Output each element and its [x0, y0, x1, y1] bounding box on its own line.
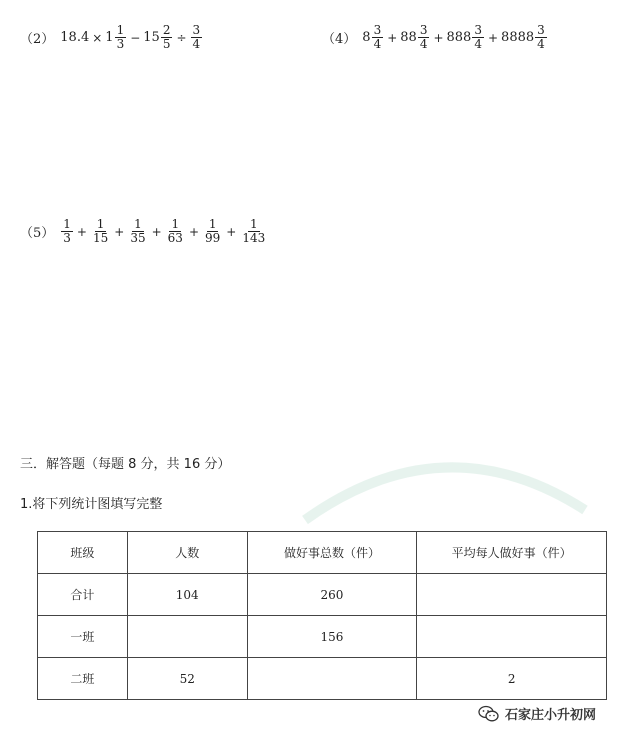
- watermark-arc-icon: [300, 440, 590, 530]
- numerator: 3: [373, 23, 382, 37]
- fraction: [240, 218, 267, 245]
- header-cell: 人数: [127, 532, 247, 574]
- problem-5: [20, 218, 268, 245]
- fraction: [61, 218, 73, 245]
- problem-number: （2）: [20, 32, 55, 47]
- whole-part: 88: [400, 30, 417, 45]
- numerator: 1: [96, 217, 105, 231]
- table-header-row: [38, 532, 607, 574]
- problem-2: [20, 24, 203, 51]
- fraction: [128, 218, 147, 245]
- operator: +: [188, 224, 200, 239]
- fraction: [161, 24, 173, 51]
- whole-part: 888: [446, 30, 472, 45]
- problem-4: [322, 24, 548, 51]
- table-cell: 156: [247, 616, 417, 658]
- problem-number: （4）: [322, 32, 357, 47]
- number-term: 18.4: [60, 30, 90, 45]
- fraction: [418, 24, 430, 51]
- table-cell: 2: [417, 658, 607, 700]
- fraction: [191, 24, 203, 51]
- numerator: 1: [63, 217, 71, 231]
- table-row: [38, 616, 607, 658]
- numerator: 2: [162, 23, 171, 37]
- table-cell: 二班: [38, 658, 128, 700]
- operator: +: [487, 30, 499, 45]
- numerator: 3: [419, 23, 428, 37]
- header-cell: 平均每人做好事（件）: [417, 532, 607, 574]
- question-1: 1.将下列统计图填写完整: [20, 497, 163, 512]
- numerator: 3: [474, 23, 482, 37]
- fraction: [166, 218, 185, 245]
- operator: +: [433, 30, 444, 45]
- operator: +: [114, 224, 125, 239]
- numerator: 1: [249, 217, 258, 231]
- fraction: [472, 24, 484, 51]
- stats-table: [37, 531, 607, 700]
- denominator: 4: [373, 37, 382, 51]
- table-cell: [247, 658, 417, 700]
- denominator: 3: [116, 37, 125, 51]
- denominator: 5: [162, 37, 171, 51]
- numerator: 1: [171, 217, 180, 231]
- watermark: [478, 704, 596, 723]
- table-cell: [417, 574, 607, 616]
- denominator: 4: [192, 37, 201, 51]
- watermark-text: 石家庄小升初网: [505, 708, 597, 723]
- denominator: 99: [205, 231, 221, 245]
- operator: +: [76, 224, 87, 239]
- fraction: [115, 24, 127, 51]
- operator: ÷: [176, 30, 187, 45]
- table-row: [38, 658, 607, 700]
- table-cell: 104: [127, 574, 247, 616]
- denominator: 4: [474, 37, 482, 51]
- table-cell: [417, 616, 607, 658]
- denominator: 3: [63, 231, 71, 245]
- table-row: [38, 574, 607, 616]
- whole-part: 1: [105, 30, 114, 45]
- whole-part: 8: [362, 30, 371, 45]
- problem-number: （5）: [20, 226, 55, 241]
- fraction: [535, 24, 547, 51]
- whole-part: 15: [143, 30, 160, 45]
- fraction: [91, 218, 110, 245]
- numerator: 1: [134, 217, 142, 231]
- operator: +: [226, 224, 237, 239]
- whole-part: 8888: [501, 30, 535, 45]
- numerator: 3: [192, 23, 201, 37]
- denominator: 143: [242, 231, 266, 245]
- header-cell: 班级: [38, 532, 128, 574]
- fraction: [372, 24, 384, 51]
- numerator: 1: [116, 23, 125, 37]
- table-cell: 52: [127, 658, 247, 700]
- denominator: 4: [419, 37, 428, 51]
- header-cell: 做好事总数（件）: [247, 532, 417, 574]
- denominator: 15: [92, 231, 109, 245]
- table-cell: 合计: [38, 574, 128, 616]
- operator: +: [151, 224, 162, 239]
- operator: −: [130, 30, 141, 45]
- denominator: 35: [130, 231, 146, 245]
- wechat-icon: [478, 705, 500, 723]
- numerator: 3: [537, 23, 545, 37]
- operator: ×: [92, 30, 103, 45]
- section-title: 三．解答题（每题 8 分，共 16 分）: [20, 457, 231, 472]
- table-cell: 一班: [38, 616, 128, 658]
- denominator: 4: [537, 37, 545, 51]
- table-cell: [127, 616, 247, 658]
- numerator: 1: [208, 217, 217, 231]
- fraction: [203, 218, 222, 245]
- table-cell: 260: [247, 574, 417, 616]
- denominator: 63: [167, 231, 183, 245]
- operator: +: [387, 30, 398, 45]
